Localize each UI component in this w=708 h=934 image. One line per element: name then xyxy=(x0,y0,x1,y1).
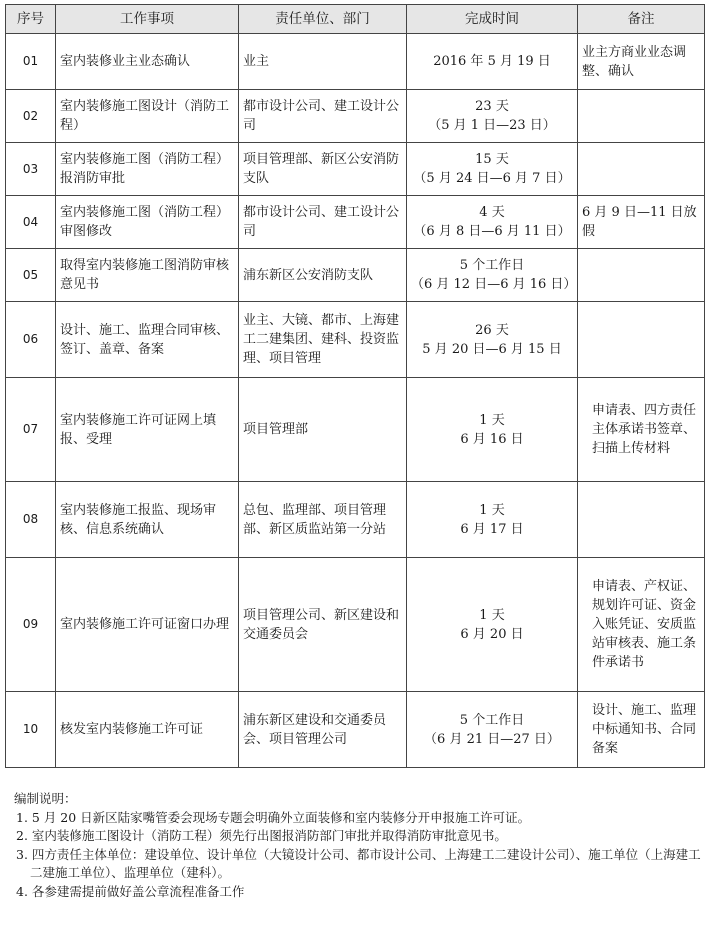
row-time-range: （6 月 12 日—6 月 16 日） xyxy=(411,277,577,292)
row-time-duration: 5 个工作日 xyxy=(459,258,525,273)
row-unit: 业主 xyxy=(239,34,407,90)
row-time-duration: 26 天 xyxy=(475,322,509,338)
row-no: 05 xyxy=(6,249,56,302)
header-time: 完成时间 xyxy=(407,5,578,34)
header-note: 备注 xyxy=(578,5,705,34)
row-time-duration: 1 天 xyxy=(479,607,505,623)
row-note: 设计、施工、监理中标通知书、合同备案 xyxy=(578,692,705,768)
row-time-range: （5 月 1 日—23 日） xyxy=(428,118,556,133)
row-note: 6 月 9 日—11 日放假 xyxy=(578,196,705,249)
row-note xyxy=(578,90,705,143)
row-time xyxy=(407,692,578,768)
row-time xyxy=(407,34,578,90)
row-unit: 浦东新区公安消防支队 xyxy=(239,249,407,302)
row-time-duration: 4 天 xyxy=(479,205,505,220)
header-task: 工作事项 xyxy=(56,5,239,34)
row-note xyxy=(578,249,705,302)
row-task: 室内装修施工许可证窗口办理 xyxy=(56,558,239,692)
row-task: 室内装修施工图（消防工程）审图修改 xyxy=(56,196,239,249)
row-no: 09 xyxy=(6,558,56,692)
row-time-range: （6 月 8 日—6 月 11 日） xyxy=(413,224,571,239)
row-task: 室内装修业主业态确认 xyxy=(56,34,239,90)
note-item: 3. 四方责任主体单位：建设单位、设计单位（大镜设计公司、都市设计公司、上海建工二建设计公司）、施工单位（上海建工二建施工单位）、监理单位（建科）。 xyxy=(16,846,701,880)
row-no: 03 xyxy=(6,143,56,196)
table-row xyxy=(6,196,705,249)
row-time-range: （5 月 24 日—6 月 7 日） xyxy=(413,171,571,186)
row-note: 申请表、产权证、规划许可证、资金入账凭证、安质监站审核表、施工条件承诺书 xyxy=(578,558,705,692)
row-time xyxy=(407,90,578,143)
row-no: 07 xyxy=(6,378,56,482)
row-unit: 项目管理部 xyxy=(239,378,407,482)
row-note xyxy=(578,143,705,196)
header-no: 序号 xyxy=(6,5,56,34)
table-row xyxy=(6,34,705,90)
row-time xyxy=(407,302,578,378)
row-note: 申请表、四方责任主体承诺书签章、扫描上传材料 xyxy=(578,378,705,482)
row-unit: 业主、大镜、都市、上海建工二建集团、建科、投资监理、项目管理 xyxy=(239,302,407,378)
row-unit: 项目管理部、新区公安消防支队 xyxy=(239,143,407,196)
row-time xyxy=(407,196,578,249)
row-task: 室内装修施工图（消防工程）报消防审批 xyxy=(56,143,239,196)
table-row xyxy=(6,249,705,302)
row-unit: 项目管理公司、新区建设和交通委员会 xyxy=(239,558,407,692)
row-time-duration: 1 天 xyxy=(479,412,505,428)
table-row xyxy=(6,302,705,378)
note-item: 4. 各参建需提前做好盖公章流程准备工作 xyxy=(16,883,245,899)
row-time-range: 5 月 20 日—6 月 15 日 xyxy=(422,341,562,357)
row-time-duration: 23 天 xyxy=(475,99,509,114)
row-no: 01 xyxy=(6,34,56,90)
row-time-duration: 15 天 xyxy=(475,152,509,167)
row-time-range: （6 月 21 日—27 日） xyxy=(424,731,560,747)
compilation-notes xyxy=(14,790,704,901)
row-unit: 都市设计公司、建工设计公司 xyxy=(239,90,407,143)
row-no: 02 xyxy=(6,90,56,143)
row-no: 06 xyxy=(6,302,56,378)
row-time xyxy=(407,378,578,482)
row-time xyxy=(407,143,578,196)
notes-title: 编制说明： xyxy=(14,791,77,806)
table-row xyxy=(6,378,705,482)
row-task: 核发室内装修施工许可证 xyxy=(56,692,239,768)
row-note xyxy=(578,482,705,558)
row-time-duration: 5 个工作日 xyxy=(459,712,525,728)
header-unit: 责任单位、部门 xyxy=(239,5,407,34)
row-time-range: 6 月 20 日 xyxy=(460,626,524,642)
row-task: 室内装修施工许可证网上填报、受理 xyxy=(56,378,239,482)
row-time-duration: 2016 年 5 月 19 日 xyxy=(433,54,551,69)
row-note xyxy=(578,302,705,378)
row-time xyxy=(407,482,578,558)
schedule-table xyxy=(5,4,705,768)
row-time-range: 6 月 16 日 xyxy=(460,431,524,447)
row-task: 室内装修施工报监、现场审核、信息系统确认 xyxy=(56,482,239,558)
table-row xyxy=(6,482,705,558)
table-row xyxy=(6,692,705,768)
row-note: 业主方商业业态调整、确认 xyxy=(578,34,705,90)
note-item: 2. 室内装修施工图设计（消防工程）须先行出图报消防部门审批并取得消防审批意见书。 xyxy=(16,828,507,843)
row-no: 08 xyxy=(6,482,56,558)
table-row xyxy=(6,558,705,692)
note-item: 1. 5 月 20 日新区陆家嘴管委会现场专题会明确外立面装修和室内装修分开申报施工许可证。 xyxy=(16,809,531,825)
row-time xyxy=(407,249,578,302)
table-header-row xyxy=(6,5,705,34)
row-time-range: 6 月 17 日 xyxy=(460,521,524,537)
row-time-duration: 1 天 xyxy=(479,502,505,518)
row-no: 04 xyxy=(6,196,56,249)
row-task: 设计、施工、监理合同审核、签订、盖章、备案 xyxy=(56,302,239,378)
row-no: 10 xyxy=(6,692,56,768)
row-unit: 都市设计公司、建工设计公司 xyxy=(239,196,407,249)
row-unit: 总包、监理部、项目管理部、新区质监站第一分站 xyxy=(239,482,407,558)
table-row xyxy=(6,143,705,196)
row-time xyxy=(407,558,578,692)
row-unit: 浦东新区建设和交通委员会、项目管理公司 xyxy=(239,692,407,768)
row-task: 室内装修施工图设计（消防工程） xyxy=(56,90,239,143)
row-task: 取得室内装修施工图消防审核意见书 xyxy=(56,249,239,302)
table-row xyxy=(6,90,705,143)
